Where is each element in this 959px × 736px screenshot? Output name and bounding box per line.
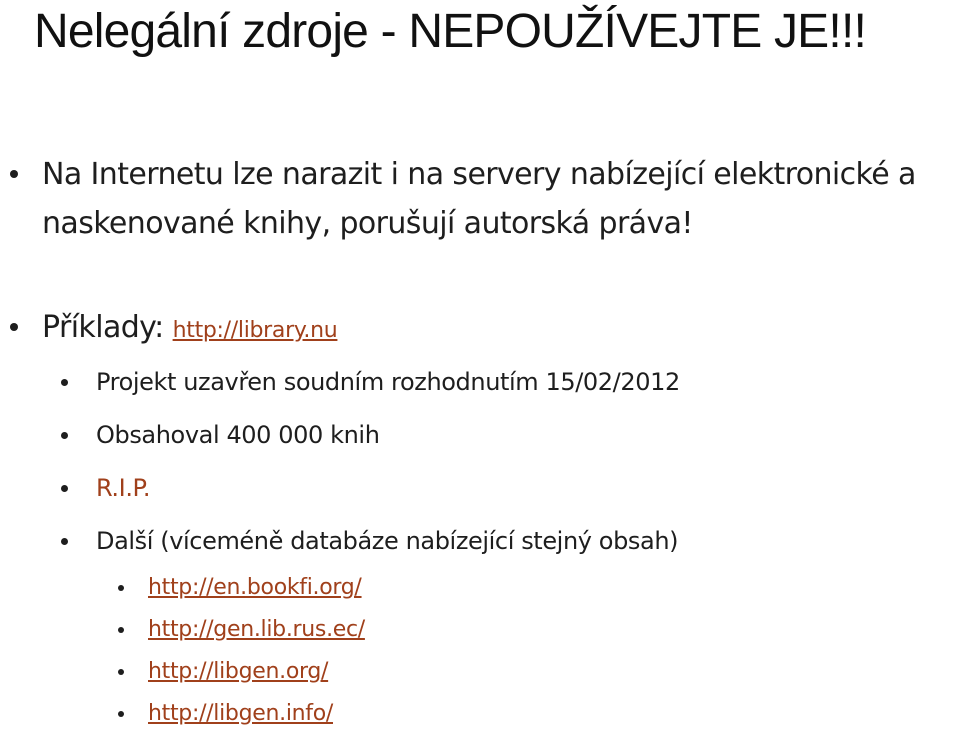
sub-bullet-closed bbox=[96, 367, 680, 397]
sub-bullet-text: Projekt uzavřen soudním rozhodnutím 15/02/2012 bbox=[96, 368, 680, 396]
sub-bullet-text: Další (víceméně databáze nabízející stejný obsah) bbox=[96, 527, 679, 555]
link-item-libgen-org bbox=[148, 658, 328, 686]
bullet-text: Na Internetu lze narazit i na servery nabízející elektronické a naskenované knihy, porušují autorská práva! bbox=[42, 157, 916, 241]
sub-bullet-text: R.I.P. bbox=[96, 474, 151, 502]
link-library-nu[interactable]: http://library.nu bbox=[172, 318, 338, 343]
link-item-bookfi bbox=[148, 574, 362, 602]
sub-bullet-books-count bbox=[96, 420, 380, 450]
sub-bullet-other bbox=[96, 526, 678, 556]
link-item-gen-lib-rus bbox=[148, 616, 365, 644]
link-libgen-org[interactable]: http://libgen.org/ bbox=[148, 659, 329, 684]
examples-label: Příklady: bbox=[42, 310, 173, 345]
link-gen-lib-rus[interactable]: http://gen.lib.rus.ec/ bbox=[148, 617, 365, 642]
link-bookfi[interactable]: http://en.bookfi.org/ bbox=[148, 575, 362, 600]
sub-bullet-text: Obsahoval 400 000 knih bbox=[96, 421, 380, 449]
slide-title: Nelegální zdroje - NEPOUŽÍVEJTE JE!!! bbox=[34, 5, 867, 58]
bullet-illegal-servers bbox=[42, 150, 922, 248]
bullet-examples bbox=[42, 303, 337, 355]
sub-bullet-rip bbox=[96, 473, 150, 503]
link-libgen-info[interactable]: http://libgen.info/ bbox=[148, 701, 333, 726]
link-item-libgen-info bbox=[148, 700, 333, 728]
